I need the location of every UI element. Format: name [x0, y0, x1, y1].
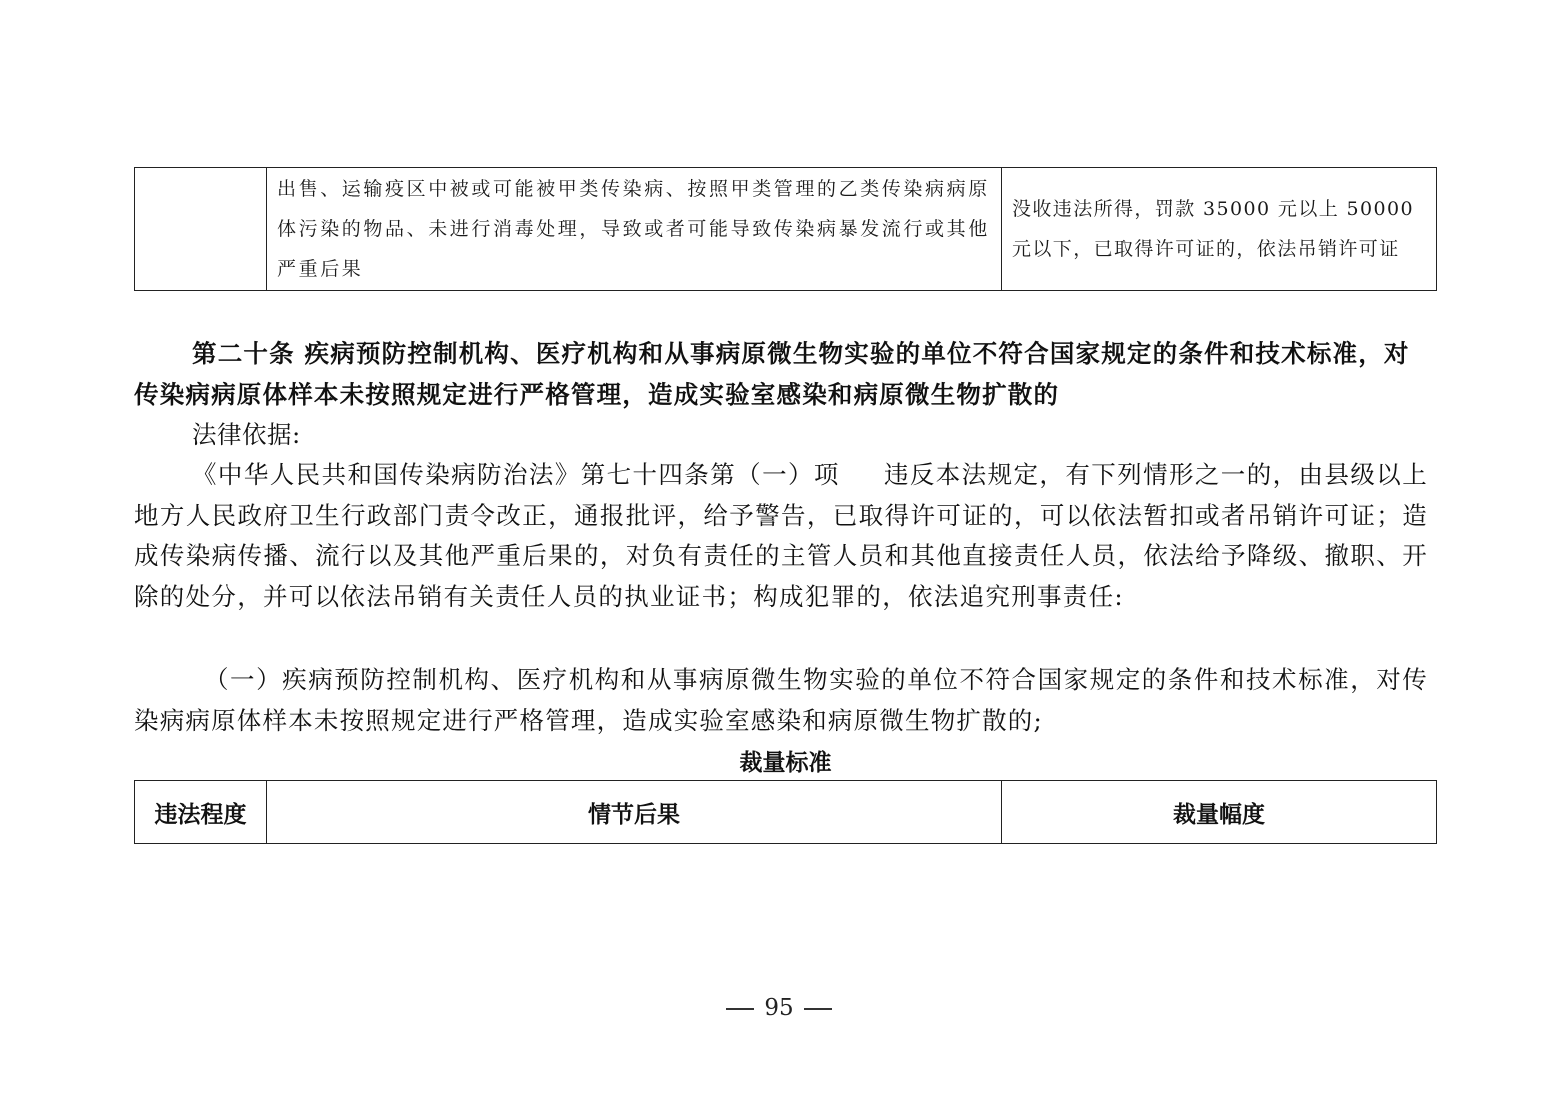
continued-penalty-table: [134, 167, 1437, 291]
level-cell: [135, 168, 267, 291]
page-number: 95: [764, 995, 794, 1021]
circumstance-text: 出售、运输疫区中被或可能被甲类传染病、按照甲类管理的乙类传染病病原体污染的物品、未进行消毒处理，导致或者可能导致传染病暴发流行或其他严重后果: [277, 178, 990, 280]
article-heading: 第二十条 疾病预防控制机构、医疗机构和从事病原微生物实验的单位不符合国家规定的条件和技术标准，对传染病病原体样本未按照规定进行严格管理，造成实验室感染和病原微生物扩散的: [134, 339, 1410, 409]
legal-clause: [134, 455, 1428, 617]
table-header-row: [135, 781, 1437, 844]
header-circumstance: 情节后果: [267, 781, 1002, 844]
penalty-text: 没收违法所得，罚款 35000 元以上 50000 元以下，已取得许可证的，依法吊销许可证: [1012, 198, 1415, 260]
clause-source: 《中华人民共和国传染病防治法》第七十四条第（一）项: [192, 460, 840, 489]
dash-right: [804, 1008, 832, 1010]
page-footer: [0, 992, 1558, 1024]
dash-left: [726, 1008, 754, 1010]
circumstance-cell: [267, 168, 1002, 291]
clause-text: 违反本法规定，有下列情形之一的，由县级以上地方人民政府卫生行政部门责令改正，通报批评，给予警告，已取得许可证的，可以依法暂扣或者吊销许可证；造成传染病传播、流行以及其他严重后果的，对负有责任的主管人员和其他直接责任人员，依法给予降级、撤职、开除的处分，并可以依法吊销有关责任人员的执业证书；构成犯罪的，依法追究刑事责任:: [134, 460, 1428, 611]
header-penalty-range: 裁量幅度: [1002, 781, 1437, 844]
clause-item-1: （一）疾病预防控制机构、医疗机构和从事病原微生物实验的单位不符合国家规定的条件和技术标准，对传染病病原体样本未按照规定进行严格管理，造成实验室感染和病原微生物扩散的;: [134, 665, 1428, 735]
legal-basis-label: 法律依据:: [192, 420, 301, 449]
penalty-cell: [1002, 168, 1437, 291]
standard-title: 裁量标准: [739, 750, 832, 776]
header-violation-level: 违法程度: [135, 781, 267, 844]
discretion-standard-table: [134, 780, 1437, 844]
table-row: [135, 168, 1437, 291]
